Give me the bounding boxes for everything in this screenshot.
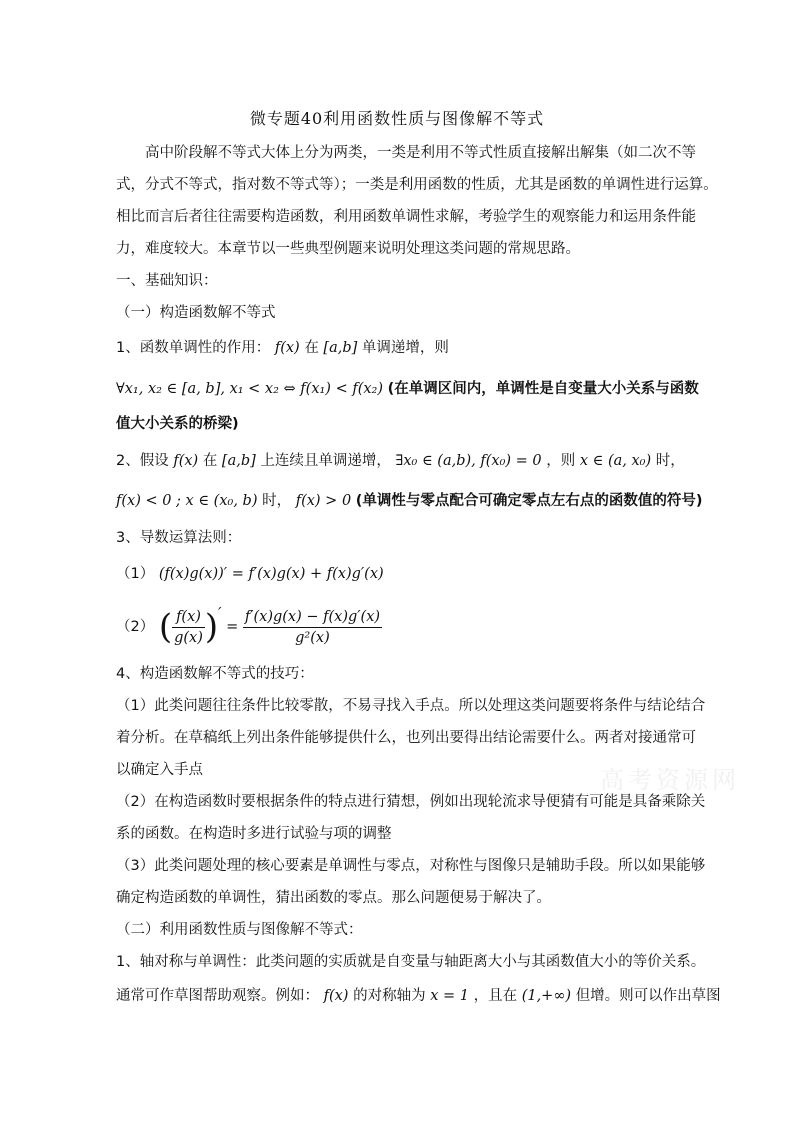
item-2-line xyxy=(116,451,696,471)
item-2-line-2 xyxy=(116,491,703,511)
rule-1-lhs: (f(x)g(x))′ xyxy=(158,566,228,582)
left-paren: ( xyxy=(158,607,173,647)
rule-2-rhs-denominator: g²(x) xyxy=(295,629,330,646)
item-2-condition: ∃x₀ ∈ (a,b), f(x₀) = 0 xyxy=(395,453,542,469)
intro-line-1: 高中阶段解不等式大体上分为两类，一类是利用不等式性质直接解出解集（如二次不等 xyxy=(145,145,696,161)
item-5-function: f(x) xyxy=(323,988,349,1004)
item-1-note-cont: 值大小关系的桥梁) xyxy=(116,416,239,432)
item-5-text-a: 通常可作草图帮助观察。例如： xyxy=(116,988,319,1004)
page-title: 微专题40利用函数性质与图像解不等式 xyxy=(249,109,545,128)
rule-2-rhs-fraction xyxy=(243,607,382,648)
item-2-result-1: f(x) < 0 ; x ∈ (x₀, b) xyxy=(116,493,258,509)
intro-line-3: 相比而言后者往往需要构造函数，利用函数单调性求解，考验学生的观察能力和运用条件能 xyxy=(116,209,696,225)
section-heading-basics: 一、基础知识： xyxy=(116,273,218,289)
item-2-when: 时， xyxy=(655,453,685,469)
watermark: 高考资源网 xyxy=(600,766,740,794)
subsection-heading-2: （二）利用函数性质与图像解不等式： xyxy=(116,922,363,938)
item-5-axis: x = 1 xyxy=(430,988,469,1004)
rule-2-rhs-numerator: f′(x)g(x) − f(x)g′(x) xyxy=(243,607,382,628)
item-1-function: f(x) xyxy=(274,340,300,356)
equals-sign: = xyxy=(226,619,239,635)
derivative-product-rule xyxy=(116,564,696,584)
item-1-note: (在单调区间内，单调性是自变量大小关系与函数 xyxy=(387,381,699,397)
tip-3-line-2: 确定构造函数的单调性，猜出函数的零点。那么问题便易于解决了。 xyxy=(116,890,551,906)
derivative-quotient-rule xyxy=(116,604,696,650)
item-5-line-1: 1、轴对称与单调性：此类问题的实质就是自变量与轴距离大小与其函数值大小的等价关系。 xyxy=(116,954,706,970)
item-5-line-2 xyxy=(116,986,721,1006)
item-2-function: f(x) xyxy=(173,453,199,469)
item-1-math-line xyxy=(116,379,699,399)
item-2-result-2: f(x) > 0 xyxy=(295,493,352,509)
item-2-text: 上连续且单调递增， xyxy=(260,453,391,469)
monotonic-definition: ∀x₁, x₂ ∈ [a, b], x₁ < x₂ ⇔ f(x₁) < f(x₂) xyxy=(116,381,384,397)
intro-line-4: 力，难度较大。本章节以一些典型例题来说明处理这类问题的常规思路。 xyxy=(116,241,580,257)
intro-line-2: 式，分式不等式，指对数不等式等）；一类是利用函数的性质，尤其是函数的单调性进行运算。 xyxy=(116,177,718,193)
item-2-when-2: 时， xyxy=(262,493,292,509)
prime-mark: ′ xyxy=(218,606,222,622)
item-2-prefix: 2、假设 xyxy=(116,453,169,469)
rule-2-lhs-fraction xyxy=(172,607,205,648)
item-2-note: (单调性与零点配合可确定零点左右点的函数值的符号) xyxy=(355,493,703,509)
subsection-heading-1: （一）构造函数解不等式 xyxy=(116,305,276,321)
tip-1-line-1: （1）此类问题往往条件比较零散，不易寻找入手点。所以处理这类问题要将条件与结论结合 xyxy=(116,698,706,714)
item-1-line xyxy=(116,338,696,358)
rule-2-denominator: g(x) xyxy=(174,629,203,646)
right-paren: ) xyxy=(204,607,219,647)
rule-2-label: （2） xyxy=(116,619,155,635)
item-1-interval: [a,b] xyxy=(323,340,358,356)
item-2-interval: [a,b] xyxy=(221,453,256,469)
tip-1-line-3: 以确定入手点 xyxy=(116,762,203,778)
item-1-prefix: 1、函数单调性的作用： xyxy=(116,340,271,356)
item-5-text-c: ，且在 xyxy=(473,988,518,1004)
item-4-label: 4、构造函数解不等式的技巧： xyxy=(116,666,314,682)
tip-2-line-1: （2）在构造函数时要根据条件的特点进行猜想，例如出现轮流求导便猜有可能是具备乘除关 xyxy=(116,794,706,810)
tip-1-line-2: 着分析。在草稿纸上列出条件能够提供什么，也列出要得出结论需要什么。两者对接通常可 xyxy=(116,730,696,746)
tip-3-line-1: （3）此类问题处理的核心要素是单调性与零点，对称性与图像只是辅助手段。所以如果能够 xyxy=(116,858,706,874)
item-2-then: ，则 xyxy=(546,453,576,469)
item-5-text-b: 的对称轴为 xyxy=(353,988,426,1004)
item-1-suffix: 单调递增，则 xyxy=(361,340,449,356)
rule-2-numerator: f(x) xyxy=(172,607,205,628)
item-2-range: x ∈ (a, x₀) xyxy=(579,453,652,469)
item-3-label: 3、导数运算法则： xyxy=(116,530,242,546)
item-2-mid: 在 xyxy=(202,453,218,469)
rule-1-rhs: = f′(x)g(x) + f(x)g′(x) xyxy=(231,566,384,582)
tip-2-line-2: 系的函数。在构造时多进行试验与项的调整 xyxy=(116,826,392,842)
item-5-text-d: 但增。则可以作出草图 xyxy=(575,988,721,1004)
item-1-mid: 在 xyxy=(304,340,319,356)
rule-1-label: （1） xyxy=(116,566,155,582)
item-5-interval: (1,+∞) xyxy=(521,988,572,1004)
